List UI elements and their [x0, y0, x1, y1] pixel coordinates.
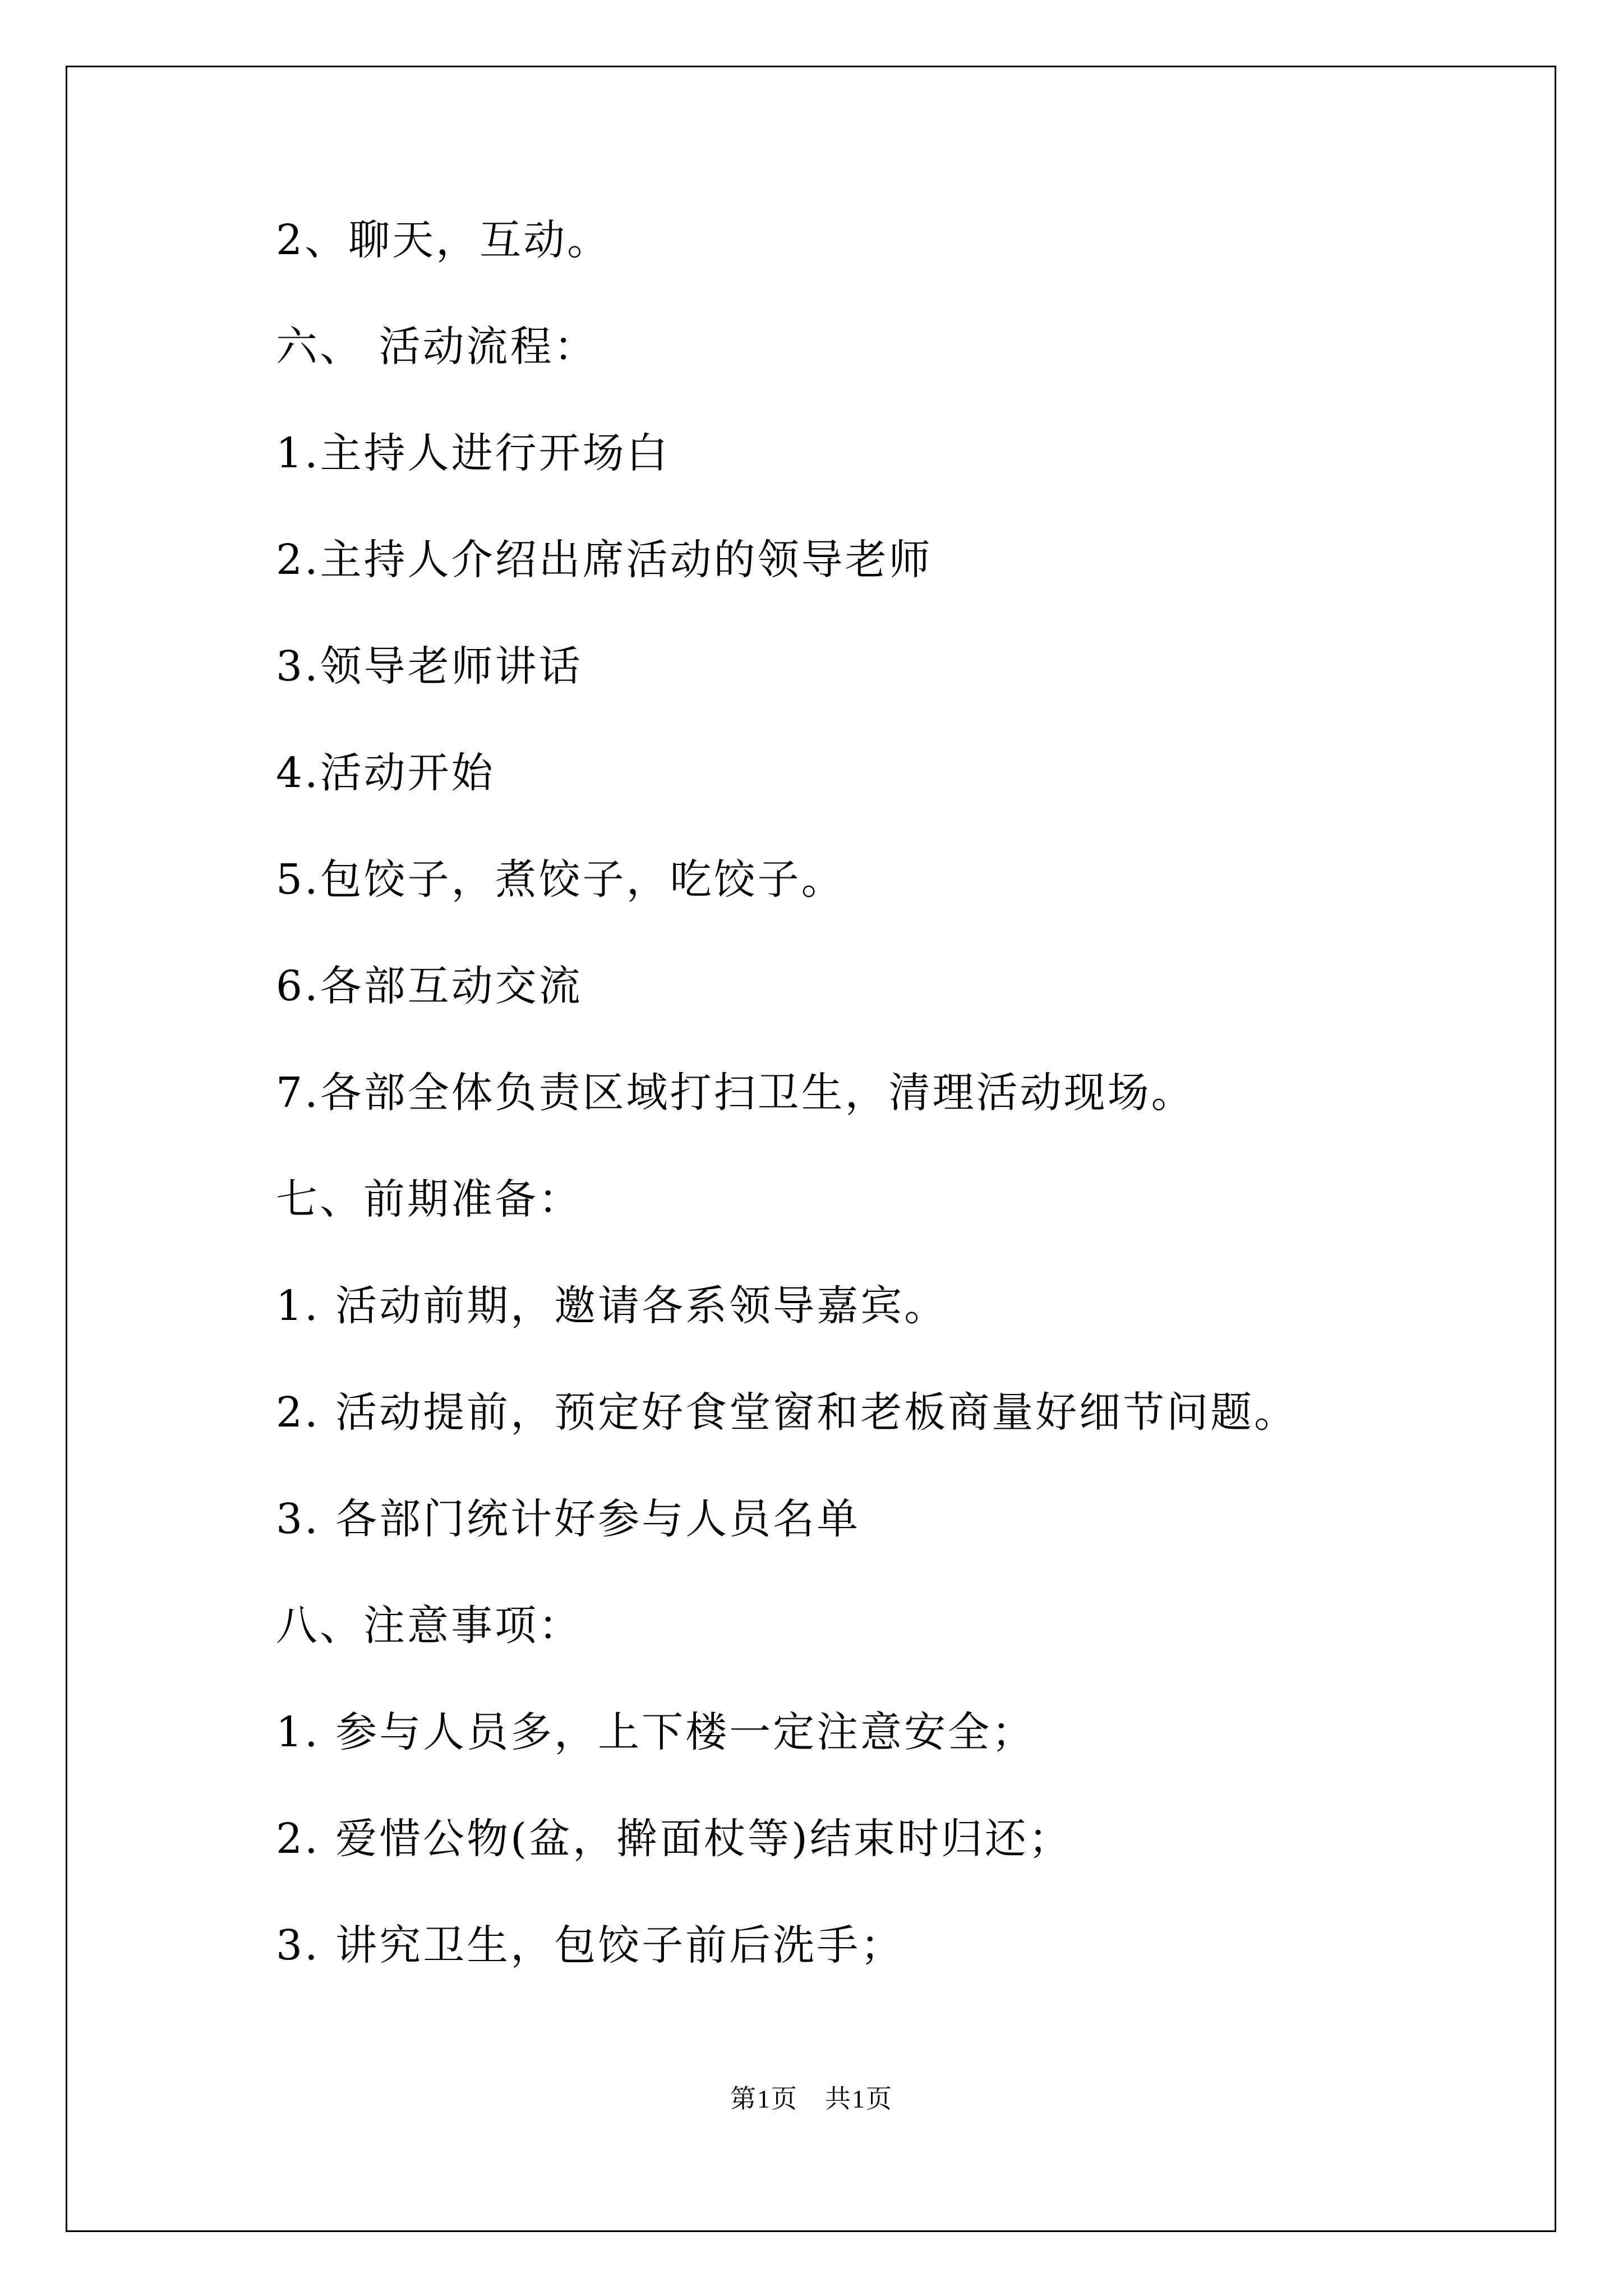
text-line-5: 3.领导老师讲话	[276, 642, 583, 691]
text-line-6: 4.活动开始	[276, 749, 495, 797]
text-line-7: 5.包饺子，煮饺子，吃饺子。	[276, 855, 845, 904]
text-line-16: 2. 爱惜公物(盆，擀面杖等)结束时归还；	[276, 1815, 1072, 1863]
document-body	[276, 213, 1510, 2025]
section-heading-6: 六、 活动流程：	[276, 323, 598, 371]
page-footer: 第1页 共1页	[730, 2085, 893, 2113]
text-line-11: 1. 活动前期，邀请各系领导嘉宾。	[276, 1282, 948, 1330]
text-line-9: 7.各部全体负责区域打扫卫生，清理活动现场。	[276, 1069, 1195, 1117]
text-line-17: 3. 讲究卫生，包饺子前后洗手；	[276, 1921, 905, 1970]
text-line-13: 3. 各部门统计好参与人员名单	[276, 1495, 861, 1543]
text-line-4: 2.主持人介绍出席活动的领导老师	[276, 536, 933, 584]
text-line-15: 1. 参与人员多，上下楼一定注意安全；	[276, 1708, 1036, 1756]
text-line-8: 6.各部互动交流	[276, 962, 583, 1010]
text-line-1: 2、聊天，互动。	[276, 216, 611, 264]
section-heading-7: 七、前期准备：	[276, 1175, 582, 1223]
text-line-12: 2. 活动提前，预定好食堂窗和老板商量好细节问题。	[276, 1388, 1298, 1437]
text-line-3: 1.主持人进行开场白	[276, 429, 670, 477]
section-heading-8: 八、注意事项：	[276, 1602, 582, 1650]
